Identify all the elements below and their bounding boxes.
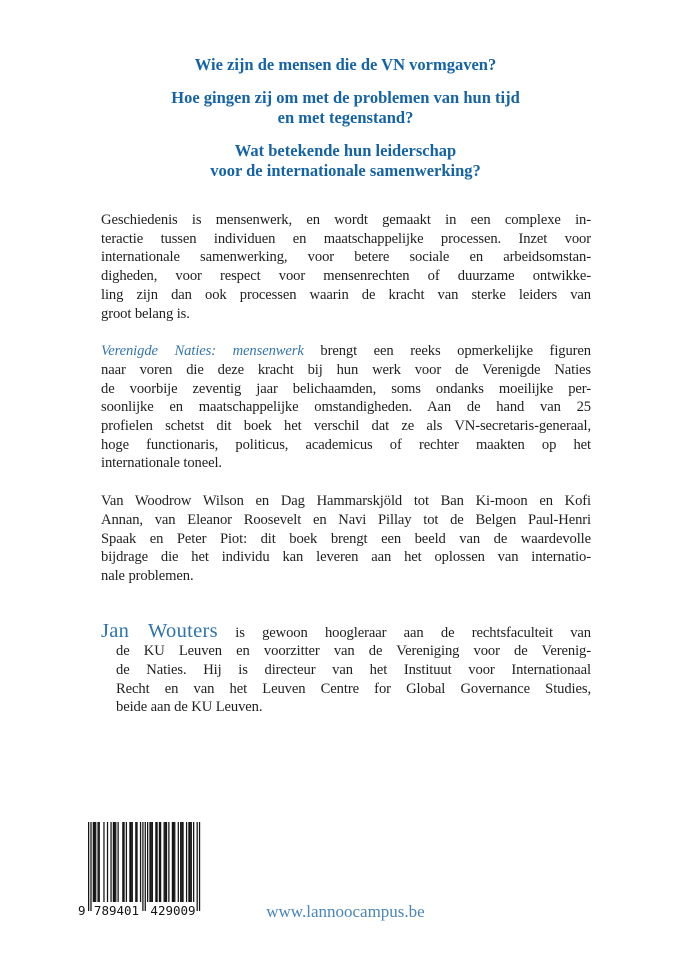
text-span: is gewoon hoogleraar aan de rechtsfaculteit van: [217, 624, 591, 641]
book-description-paragraph: [101, 342, 591, 473]
back-cover-text: [101, 211, 591, 717]
text-line: voor de internationale samenwerking?: [210, 161, 481, 180]
isbn-digit-group2: 429009: [150, 903, 196, 918]
text-line: Wat betekende hun leiderschap: [234, 141, 457, 160]
text-line: en met tegenstand?: [277, 108, 414, 127]
text-line: Geschiedenis is mensenwerk, en wordt gemaakt in een complexe in-: [101, 212, 591, 228]
question-3: [0, 141, 691, 181]
question-1: [0, 55, 691, 75]
isbn-digit-left: 9: [78, 903, 86, 918]
text-line: [101, 619, 591, 643]
text-line: Hoe gingen zij om met de problemen van hun tijd: [171, 88, 520, 107]
author-bio-lines: [101, 642, 591, 717]
text-line: ling zijn dan ook processen waarin de kracht van sterke leiders van: [101, 286, 591, 303]
text-line: groot belang is.: [101, 305, 190, 322]
text-line: [101, 342, 591, 361]
text-line: de voorbije zeventig jaar belichaamden, soms ondanks moeilijke per-: [101, 380, 591, 397]
text-line: nale problemen.: [101, 567, 194, 584]
text-line: beide aan de KU Leuven.: [116, 699, 263, 716]
profiles-paragraph: [101, 492, 591, 586]
text-line: profielen schetst dit boek het verschil dat ze als VN-secretaris-generaal,: [101, 418, 591, 435]
intro-paragraph: [101, 211, 591, 323]
text-line: de KU Leuven en voorzitter van de Vereniging voor de Verenig-: [116, 643, 591, 660]
text-line: Spaak en Peter Piot: dit boek brengt een beeld van de waardevolle: [101, 530, 591, 547]
text-span: brengt een reeks opmerkelijke figuren: [303, 343, 592, 360]
text-line: digheden, voor respect voor mensenrechten of duurzame ontwikke-: [101, 268, 591, 285]
text-line: Recht en van het Leuven Centre for Global Governance Studies,: [116, 680, 591, 697]
text-line: naar voren die deze kracht bij hun werk voor de Verenigde Naties: [101, 361, 591, 378]
cover-questions: [0, 55, 691, 194]
text-line: soonlijke en maatschappelijke omstandigheden. Aan de hand van 25: [101, 399, 591, 416]
book-title-italic: Verenigde Naties: mensenwerk: [101, 343, 304, 360]
question-2: [0, 88, 691, 128]
paragraph-lines: [101, 361, 591, 473]
text-line: bijdrage die het individu kan leveren aan het oplossen van internatio-: [101, 549, 591, 566]
text-line: internationale samenwerking, voor betere sociale en arbeidsomstan-: [101, 249, 591, 266]
author-bio: [101, 619, 591, 718]
text-line: internationale toneel.: [101, 455, 222, 472]
text-line: de Naties. Hij is directeur van het Instituut voor Internationaal: [116, 662, 591, 679]
text-line: teractie tussen individuen en maatschappelijke processen. Inzet voor: [101, 230, 591, 247]
text-line: Wie zijn de mensen die de VN vormgaven?: [194, 55, 497, 74]
text-line: Van Woodrow Wilson en Dag Hammarskjöld tot Ban Ki-moon en Kofi: [101, 493, 591, 510]
author-name: Jan Wouters: [101, 619, 218, 642]
isbn-digit-group1: 789401: [93, 903, 140, 918]
text-line: Annan, van Eleanor Roosevelt en Navi Pillay tot de Belgen Paul-Henri: [101, 511, 591, 528]
text-line: hoge functionaris, politicus, academicus of rechter maakten op het: [101, 436, 591, 453]
barcode-svg: [88, 822, 201, 911]
publisher-website-url: www.lannoocampus.be: [266, 902, 425, 921]
